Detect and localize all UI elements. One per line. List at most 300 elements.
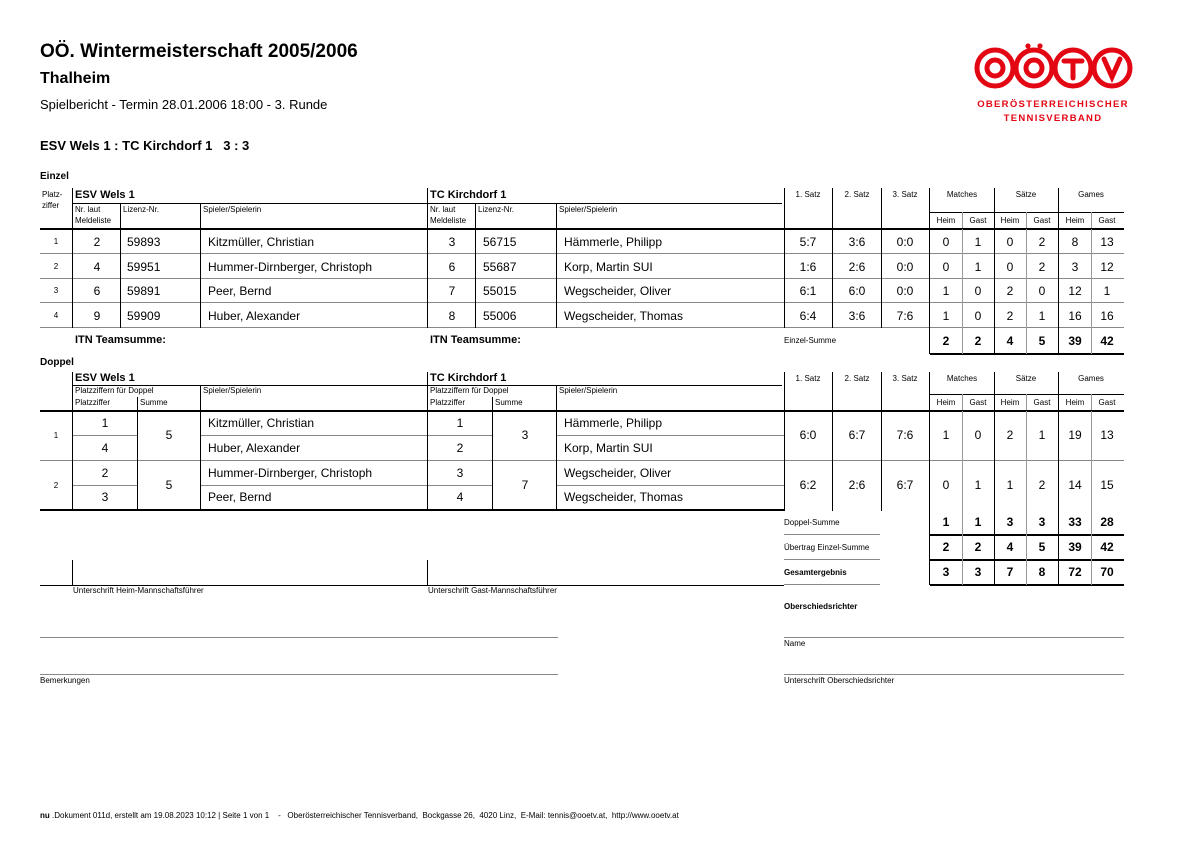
result-mg: 0 [974, 428, 982, 442]
d-col-saetze-gast: Gast [1033, 398, 1051, 407]
col-divider [962, 229, 963, 254]
report-subtitle: Spielbericht - Termin 28.01.2006 18:00 - 3. Runde [40, 97, 328, 112]
home-player: Hummer-Dirnberger, Christoph [208, 465, 373, 480]
home-player: Peer, Bernd [208, 284, 272, 299]
col-divider [72, 278, 73, 303]
row-divider [784, 559, 880, 560]
col-games-gast: Gast [1098, 216, 1116, 225]
einzel-summe-label: Einzel-Summe [784, 336, 837, 345]
result-s2: 6:7 [848, 428, 866, 442]
col-divider [72, 411, 73, 461]
col-divider [881, 254, 882, 279]
result-sg: 1 [1038, 308, 1046, 323]
total-gesamt-mh: 3 [942, 565, 950, 579]
col-platzziffer-guest: Platzziffer [430, 398, 465, 407]
d-col-games-heim: Heim [1065, 398, 1085, 407]
result-gg: 16 [1100, 308, 1114, 323]
guest-nr: 8 [448, 308, 456, 323]
guest-license: 55015 [483, 284, 517, 299]
col-divider [427, 229, 428, 254]
einzel-sum-sg: 5 [1038, 334, 1046, 348]
result-mh: 1 [942, 308, 950, 323]
home-player: Huber, Alexander [208, 308, 301, 323]
guest-player: Korp, Martin SUI [564, 259, 653, 274]
col-divider [200, 303, 201, 328]
home-license: 59951 [127, 259, 161, 274]
d-col-matches-gast: Gast [969, 398, 987, 407]
col-divider [1058, 254, 1059, 279]
col-divider [1058, 278, 1059, 303]
col-lizenz-guest: Lizenz-Nr. [478, 205, 515, 214]
footer-prefix: nu [40, 811, 50, 820]
col-divider [137, 411, 138, 461]
result-s1: 5:7 [799, 235, 817, 249]
col-divider [1091, 254, 1092, 279]
col-divider [556, 254, 557, 279]
col-divider [994, 229, 995, 254]
guest-player: Hämmerle, Philipp [564, 416, 663, 430]
doppel-guest-team: TC Kirchdorf 1 [430, 372, 507, 384]
result-sh: 2 [1006, 308, 1014, 323]
col-divider [962, 535, 963, 560]
home-player: Hummer-Dirnberger, Christoph [208, 259, 373, 274]
ooetv-logo [973, 42, 1133, 132]
result-mh: 1 [942, 284, 950, 299]
col-divider [832, 229, 833, 254]
row-divider [72, 485, 137, 486]
col-divider [1026, 254, 1027, 279]
col-divider [784, 229, 785, 254]
itn-guest-label: ITN Teamsumme: [430, 334, 521, 346]
col-divider [1026, 303, 1027, 328]
total-uebertrag-sh: 4 [1006, 540, 1014, 554]
footer [40, 812, 679, 820]
col-divider [1058, 510, 1059, 535]
col-divider [1058, 411, 1059, 461]
col-pz-doppel-home: Platzziffern für Doppel [75, 386, 154, 395]
result-mh: 0 [942, 259, 950, 274]
result-mg: 0 [974, 308, 982, 323]
result-gg: 12 [1100, 259, 1114, 274]
col-divider [1026, 535, 1027, 560]
guest-nr: 3 [448, 235, 456, 249]
result-s1: 6:2 [799, 477, 817, 492]
col-divider [784, 303, 785, 328]
home-player: Peer, Bernd [208, 490, 272, 504]
col-divider [1091, 461, 1092, 511]
col-divider [1026, 229, 1027, 254]
row-platz: 1 [53, 431, 59, 440]
col-divider [929, 411, 930, 461]
result-gh: 8 [1071, 235, 1079, 249]
result-gg: 15 [1100, 477, 1114, 492]
guest-nr: 6 [448, 259, 456, 274]
result-s2: 3:6 [848, 235, 866, 249]
col-divider [72, 229, 73, 254]
col-divider [832, 303, 833, 328]
col-divider [962, 461, 963, 511]
guest-player: Wegscheider, Thomas [564, 308, 683, 323]
col-divider [1026, 560, 1027, 585]
col-divider [1091, 535, 1092, 560]
signature-guest-label: Unterschrift Gast-Mannschaftsführer [428, 586, 557, 595]
col-divider [137, 461, 138, 511]
col-spieler-home: Spieler/Spielerin [203, 205, 262, 214]
col-divider [556, 411, 557, 461]
row-platz: 4 [53, 310, 59, 320]
col-nr-home-1: Nr. laut [75, 205, 101, 214]
col-divider [929, 303, 930, 328]
home-pz: 4 [101, 440, 109, 455]
home-sum: 5 [165, 428, 173, 442]
total-doppel-sh: 3 [1006, 515, 1014, 529]
col-divider [994, 461, 995, 511]
result-sg: 2 [1038, 259, 1046, 274]
logo-line-1: OBERÖSTERREICHISCHER [977, 99, 1129, 110]
d-col-matches: Matches [946, 374, 978, 383]
col-satz2: 2. Satz [844, 190, 870, 199]
guest-sum: 7 [521, 477, 529, 492]
result-gg: 13 [1100, 428, 1114, 442]
venue: Thalheim [40, 70, 111, 87]
col-divider [1091, 229, 1092, 254]
col-divider [1091, 278, 1092, 303]
total-uebertrag-mg: 2 [974, 540, 982, 554]
result-s1: 6:1 [799, 284, 817, 299]
col-divider [120, 229, 121, 254]
result-mg: 1 [974, 259, 982, 274]
result-s3: 7:6 [896, 308, 914, 323]
col-divider [1058, 229, 1059, 254]
col-nr-guest-1: Nr. laut [430, 205, 456, 214]
col-divider [1091, 303, 1092, 328]
guest-nr: 7 [448, 284, 456, 299]
col-games-heim: Heim [1065, 216, 1085, 225]
col-spieler-guest-doppel: Spieler/Spielerin [559, 386, 618, 395]
col-divider [994, 278, 995, 303]
col-divider [1091, 560, 1092, 585]
col-divider [427, 278, 428, 303]
home-license: 59909 [127, 308, 161, 323]
col-divider [784, 461, 785, 511]
referee-title: Oberschiedsrichter [784, 602, 858, 611]
einzel-sum-sh: 4 [1006, 334, 1014, 348]
einzel-sum-mh: 2 [942, 334, 950, 348]
row-divider [784, 534, 880, 535]
home-player: Kitzmüller, Christian [208, 416, 315, 430]
col-divider [881, 229, 882, 254]
total-gesamt-gg: 70 [1100, 565, 1114, 579]
guest-player: Hämmerle, Philipp [564, 235, 663, 249]
result-sh: 0 [1006, 235, 1014, 249]
col-divider [881, 411, 882, 461]
col-platzziffer-home: Platzziffer [75, 398, 110, 407]
section-doppel: Doppel [40, 357, 74, 368]
total-gesamt-gh: 72 [1068, 565, 1082, 579]
col-divider [475, 303, 476, 328]
col-nr-home-2: Meldeliste [75, 216, 112, 225]
result-s1: 1:6 [799, 259, 817, 274]
guest-player: Wegscheider, Thomas [564, 490, 683, 504]
col-divider [200, 229, 201, 254]
guest-player: Wegscheider, Oliver [564, 465, 672, 480]
col-divider [72, 254, 73, 279]
total-doppel-mg: 1 [974, 515, 982, 529]
result-s2: 2:6 [848, 477, 866, 492]
guest-pz: 3 [456, 465, 464, 480]
col-satz3: 3. Satz [892, 190, 918, 199]
col-divider [556, 229, 557, 254]
col-divider [832, 254, 833, 279]
col-divider [784, 411, 785, 461]
col-divider [1058, 303, 1059, 328]
col-spieler-home-doppel: Spieler/Spielerin [203, 386, 262, 395]
result-s1: 6:4 [799, 308, 817, 323]
col-summe-home: Summe [140, 398, 168, 407]
col-saetze-heim: Heim [1000, 216, 1020, 225]
itn-home-label: ITN Teamsumme: [75, 334, 166, 346]
col-divider [994, 560, 995, 585]
home-pz: 3 [101, 490, 109, 504]
row-divider [200, 435, 492, 436]
col-saetze: Sätze [1015, 190, 1037, 199]
col-nr-guest-2: Meldeliste [430, 216, 467, 225]
result-gh: 3 [1071, 259, 1079, 274]
home-nr: 2 [93, 235, 101, 249]
col-divider [427, 461, 428, 511]
d-col-satz1: 1. Satz [795, 374, 821, 383]
result-mh: 0 [942, 235, 950, 249]
logo-line-2: TENNISVERBAND [1003, 113, 1103, 124]
col-divider [929, 560, 930, 585]
col-divider [200, 411, 201, 461]
einzel-sum-gg: 42 [1100, 334, 1114, 348]
col-divider [427, 411, 428, 461]
remarks-label: Bemerkungen [40, 676, 90, 685]
col-divider [994, 303, 995, 328]
col-divider [556, 303, 557, 328]
col-saetze-gast: Gast [1033, 216, 1051, 225]
total-gesamt-sh: 7 [1006, 565, 1014, 579]
col-divider [1026, 278, 1027, 303]
col-matches-heim: Heim [936, 216, 956, 225]
col-divider [475, 254, 476, 279]
ooetv-logo-mark [973, 42, 1133, 94]
result-mh: 0 [942, 477, 950, 492]
col-divider [120, 303, 121, 328]
col-divider [784, 278, 785, 303]
guest-pz: 4 [456, 490, 464, 504]
row-platz: 2 [53, 261, 59, 271]
col-divider [962, 560, 963, 585]
col-divider [120, 278, 121, 303]
col-divider [832, 461, 833, 511]
total-gesamt-sg: 8 [1038, 565, 1046, 579]
home-nr: 4 [93, 259, 101, 274]
row-divider [784, 584, 880, 585]
guest-license: 55687 [483, 259, 517, 274]
col-divider [994, 510, 995, 535]
row-platz: 1 [53, 237, 59, 246]
footer-text: .Dokument 011d, erstellt am 19.08.2023 10:12 | Seite 1 von 1 - Oberösterreichischer Tennisverband, Bockgasse 26, 4020 Linz, E-Mail: tennis@ooetv.at, http://www.ooetv.at [49, 811, 679, 820]
col-games: Games [1078, 190, 1104, 199]
col-divider [492, 461, 493, 511]
result-s2: 3:6 [848, 308, 866, 323]
result-gh: 12 [1068, 284, 1082, 299]
guest-player: Wegscheider, Oliver [564, 284, 672, 299]
col-divider [200, 278, 201, 303]
result-gh: 19 [1068, 428, 1082, 442]
col-divider [929, 535, 930, 560]
result-s3: 0:0 [896, 259, 914, 274]
col-divider [962, 510, 963, 535]
home-pz: 2 [101, 465, 109, 480]
col-divider [1026, 461, 1027, 511]
result-s2: 2:6 [848, 259, 866, 274]
home-sum: 5 [165, 477, 173, 492]
result-gh: 14 [1068, 477, 1082, 492]
col-divider [120, 254, 121, 279]
result-sh: 0 [1006, 259, 1014, 274]
col-divider [994, 254, 995, 279]
col-divider [1091, 510, 1092, 535]
result-mg: 0 [974, 284, 982, 299]
col-spieler-guest: Spieler/Spielerin [559, 205, 618, 214]
d-col-saetze: Sätze [1015, 374, 1037, 383]
result-mg: 1 [974, 477, 982, 492]
d-col-games: Games [1078, 374, 1104, 383]
row-divider [72, 435, 137, 436]
col-divider [994, 411, 995, 461]
home-player: Kitzmüller, Christian [208, 235, 315, 249]
result-gh: 16 [1068, 308, 1082, 323]
result-s3: 7:6 [896, 428, 914, 442]
guest-player: Korp, Martin SUI [564, 440, 653, 455]
einzel-home-team: ESV Wels 1 [75, 189, 135, 201]
row-divider [930, 534, 1124, 536]
col-divider [962, 278, 963, 303]
d-col-games-gast: Gast [1098, 398, 1116, 407]
col-divider [1026, 510, 1027, 535]
d-col-matches-heim: Heim [936, 398, 956, 407]
col-divider [929, 510, 930, 535]
col-divider [200, 254, 201, 279]
row-divider [200, 485, 492, 486]
guest-sum: 3 [521, 428, 529, 442]
result-s3: 0:0 [896, 235, 914, 249]
einzel-sum-mg: 2 [974, 334, 982, 348]
col-divider [1058, 461, 1059, 511]
result-sg: 1 [1038, 428, 1046, 442]
col-divider [72, 461, 73, 511]
col-summe-guest: Summe [495, 398, 523, 407]
result-sh: 1 [1006, 477, 1014, 492]
total-label-doppel: Doppel-Summe [784, 518, 840, 527]
col-divider [1058, 560, 1059, 585]
total-label-uebertrag: Übertrag Einzel-Summe [784, 543, 870, 552]
col-divider [1058, 535, 1059, 560]
match-result: ESV Wels 1 : TC Kirchdorf 1 3 : 3 [40, 138, 250, 153]
total-uebertrag-sg: 5 [1038, 540, 1046, 554]
row-platz: 3 [53, 286, 59, 296]
guest-pz: 2 [456, 440, 464, 455]
total-doppel-gg: 28 [1100, 515, 1114, 529]
d-col-satz3: 3. Satz [892, 374, 918, 383]
result-sg: 2 [1038, 235, 1046, 249]
total-doppel-gh: 33 [1068, 515, 1082, 529]
row-divider [930, 559, 1124, 561]
col-divider [832, 411, 833, 461]
total-uebertrag-mh: 2 [942, 540, 950, 554]
col-divider [427, 303, 428, 328]
col-divider [962, 303, 963, 328]
col-divider [929, 229, 930, 254]
col-divider [475, 229, 476, 254]
result-sh: 2 [1006, 284, 1014, 299]
col-divider [832, 278, 833, 303]
col-divider [200, 461, 201, 511]
guest-license: 55006 [483, 308, 517, 323]
col-platz-line1: Platz- [42, 190, 63, 199]
result-s2: 6:0 [848, 284, 866, 299]
col-divider [72, 303, 73, 328]
col-divider [556, 461, 557, 511]
col-matches: Matches [946, 190, 978, 199]
total-uebertrag-gg: 42 [1100, 540, 1114, 554]
guest-pz: 1 [456, 416, 464, 430]
result-sg: 0 [1038, 284, 1046, 299]
signature-home-label: Unterschrift Heim-Mannschaftsführer [73, 586, 204, 595]
col-divider [1026, 411, 1027, 461]
col-pz-doppel-guest: Platzziffern für Doppel [430, 386, 509, 395]
referee-signature-label: Unterschrift Oberschiedsrichter [784, 676, 895, 685]
col-divider [929, 254, 930, 279]
col-divider [962, 254, 963, 279]
col-divider [556, 278, 557, 303]
col-divider [929, 278, 930, 303]
col-divider [492, 411, 493, 461]
einzel-guest-team: TC Kirchdorf 1 [430, 189, 507, 201]
home-license: 59891 [127, 284, 161, 299]
row-divider [556, 485, 784, 486]
home-player: Huber, Alexander [208, 440, 301, 455]
col-divider [929, 461, 930, 511]
guest-license: 56715 [483, 235, 517, 249]
col-matches-gast: Gast [969, 216, 987, 225]
row-divider [930, 584, 1124, 586]
result-sg: 2 [1038, 477, 1046, 492]
einzel-sum-gh: 39 [1068, 334, 1082, 348]
col-divider [427, 254, 428, 279]
result-mg: 1 [974, 235, 982, 249]
result-s3: 0:0 [896, 284, 914, 299]
home-pz: 1 [101, 416, 109, 430]
row-platz: 2 [53, 480, 59, 490]
col-satz1: 1. Satz [795, 190, 821, 199]
result-s3: 6:7 [896, 477, 914, 492]
col-divider [994, 535, 995, 560]
col-divider [881, 278, 882, 303]
page-title: OÖ. Wintermeisterschaft 2005/2006 [40, 41, 358, 62]
col-divider [784, 254, 785, 279]
total-doppel-sg: 3 [1038, 515, 1046, 529]
d-col-satz2: 2. Satz [844, 374, 870, 383]
col-divider [962, 411, 963, 461]
col-divider [881, 303, 882, 328]
total-gesamt-mg: 3 [974, 565, 982, 579]
result-mh: 1 [942, 428, 950, 442]
col-divider [1091, 411, 1092, 461]
